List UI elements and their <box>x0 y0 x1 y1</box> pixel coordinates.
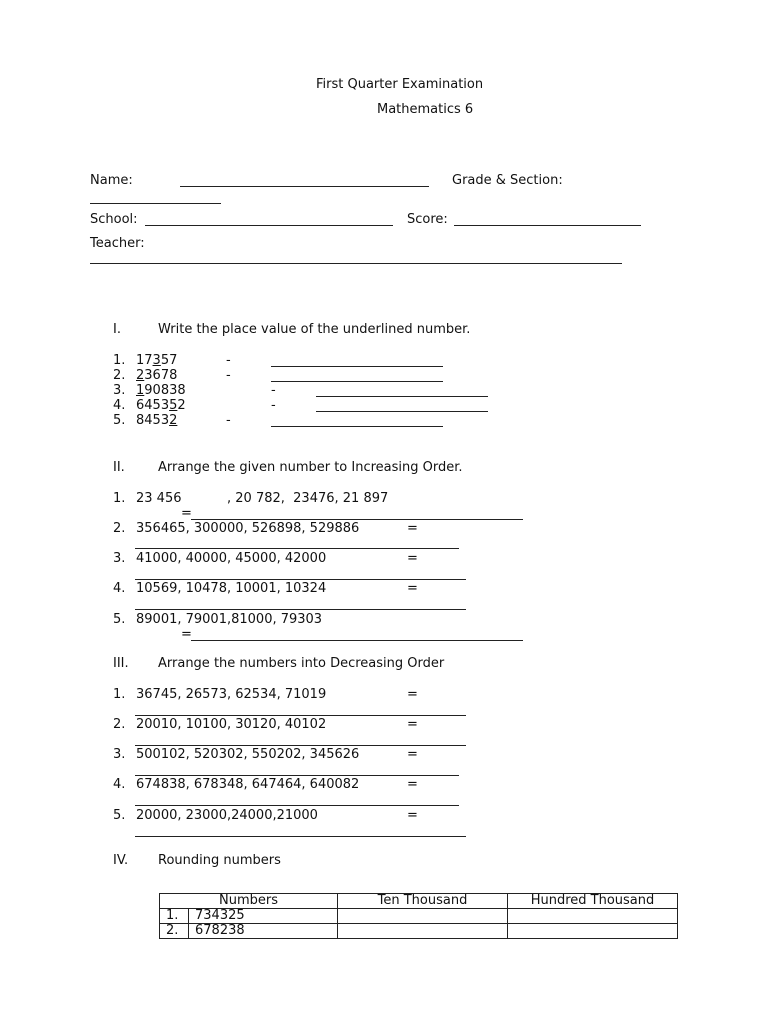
part1-instruction: Write the place value of the underlined number. <box>158 322 471 337</box>
equals-sign: = <box>407 687 418 702</box>
item-number-text <box>136 353 177 368</box>
hundred-thousand-answer-cell[interactable] <box>508 909 678 924</box>
part2-instruction: Arrange the given number to Increasing Order. <box>158 460 463 475</box>
item-number: 4. <box>113 398 126 413</box>
ten-thousand-answer-cell[interactable] <box>338 924 508 939</box>
table-row <box>160 924 678 939</box>
equals-sign: = <box>407 551 418 566</box>
digit-post: 3678 <box>144 368 178 383</box>
equals-sign: = <box>407 717 418 732</box>
school-label: School: <box>90 212 138 227</box>
item-dash: - <box>226 368 231 383</box>
number-set: 10569, 10478, 10001, 10324 <box>136 581 327 596</box>
answer-line[interactable] <box>135 548 459 549</box>
answer-line[interactable] <box>271 366 443 367</box>
answer-line[interactable] <box>135 805 459 806</box>
item-number: 3. <box>113 551 126 566</box>
part1-numeral: I. <box>113 322 121 337</box>
digit-post: 2 <box>177 398 186 413</box>
number-set: 41000, 40000, 45000, 42000 <box>136 551 327 566</box>
item-number: 1. <box>113 687 126 702</box>
underlined-digit: 2 <box>169 413 178 428</box>
answer-line[interactable] <box>135 579 466 580</box>
item-number: 2. <box>113 717 126 732</box>
row-number: 2. <box>160 924 189 939</box>
item-number: 2. <box>113 521 126 536</box>
item-number: 2. <box>113 368 126 383</box>
equals-sign: = <box>181 506 192 521</box>
subject-title: Mathematics 6 <box>377 102 474 117</box>
item-dash: - <box>226 413 231 428</box>
answer-line[interactable] <box>191 640 523 641</box>
row-value: 734325 <box>189 909 338 924</box>
underlined-digit: 5 <box>169 398 178 413</box>
part4-numeral: IV. <box>113 853 129 868</box>
row-number: 1. <box>160 909 189 924</box>
table-row <box>160 909 678 924</box>
item-number: 4. <box>113 581 126 596</box>
equals-sign: = <box>407 521 418 536</box>
name-label: Name: <box>90 173 133 188</box>
answer-line[interactable] <box>135 715 466 716</box>
underlined-digit: 2 <box>136 368 145 383</box>
score-answer-line[interactable] <box>454 225 641 226</box>
underlined-digit: 1 <box>136 383 145 398</box>
col-header-numbers: Numbers <box>160 894 338 909</box>
answer-line[interactable] <box>316 411 488 412</box>
answer-line[interactable] <box>191 519 523 520</box>
item-number: 5. <box>113 612 126 627</box>
part2-numeral: II. <box>113 460 125 475</box>
item-number: 1. <box>113 491 126 506</box>
item-number-text <box>136 413 177 428</box>
answer-line[interactable] <box>135 836 466 837</box>
answer-line[interactable] <box>135 609 466 610</box>
number-set: 20000, 23000,24000,21000 <box>136 808 318 823</box>
grade-section-label: Grade & Section: <box>452 173 563 188</box>
col-header-ten-thousand: Ten Thousand <box>338 894 508 909</box>
number-set: 500102, 520302, 550202, 345626 <box>136 747 360 762</box>
item-dash: - <box>271 398 276 413</box>
answer-line[interactable] <box>135 775 459 776</box>
name-answer-line[interactable] <box>180 186 429 187</box>
digit-pre: 17 <box>136 353 153 368</box>
item-number-text <box>136 398 186 413</box>
item-number: 5. <box>113 808 126 823</box>
number-set-first: 23 456 <box>136 491 182 506</box>
item-number: 1. <box>113 353 126 368</box>
table-header-row <box>160 894 678 909</box>
equals-sign: = <box>407 777 418 792</box>
digit-post: 57 <box>160 353 178 368</box>
exam-title: First Quarter Examination <box>316 77 484 92</box>
answer-line[interactable] <box>271 381 443 382</box>
col-header-hundred-thousand: Hundred Thousand <box>508 894 678 909</box>
number-set: 36745, 26573, 62534, 71019 <box>136 687 327 702</box>
part3-instruction: Arrange the numbers into Decreasing Order <box>158 656 445 671</box>
item-dash: - <box>226 353 231 368</box>
number-set: 356465, 300000, 526898, 529886 <box>136 521 360 536</box>
answer-line[interactable] <box>135 745 466 746</box>
item-number: 5. <box>113 413 126 428</box>
teacher-label: Teacher: <box>90 236 145 251</box>
ten-thousand-answer-cell[interactable] <box>338 909 508 924</box>
item-number-text <box>136 383 186 398</box>
underlined-digit: 3 <box>152 353 161 368</box>
row-value: 678238 <box>189 924 338 939</box>
equals-sign: = <box>407 747 418 762</box>
number-set-rest: , 20 782, 23476, 21 897 <box>227 491 389 506</box>
answer-line[interactable] <box>271 426 443 427</box>
answer-line[interactable] <box>316 396 488 397</box>
part3-numeral: III. <box>113 656 129 671</box>
digit-pre: 8453 <box>136 413 170 428</box>
number-set: 674838, 678348, 647464, 640082 <box>136 777 360 792</box>
digit-post: 90838 <box>144 383 186 398</box>
rounding-table <box>159 893 678 939</box>
equals-sign: = <box>407 808 418 823</box>
item-number: 3. <box>113 383 126 398</box>
number-set: 89001, 79001,81000, 79303 <box>136 612 323 627</box>
item-dash: - <box>271 383 276 398</box>
item-number-text <box>136 368 177 383</box>
grade-section-answer-line[interactable] <box>90 203 221 204</box>
item-number: 4. <box>113 777 126 792</box>
teacher-answer-line[interactable] <box>90 263 622 264</box>
school-answer-line[interactable] <box>145 225 393 226</box>
item-number: 3. <box>113 747 126 762</box>
equals-sign: = <box>407 581 418 596</box>
part4-instruction: Rounding numbers <box>158 853 281 868</box>
number-set: 20010, 10100, 30120, 40102 <box>136 717 327 732</box>
score-label: Score: <box>407 212 448 227</box>
hundred-thousand-answer-cell[interactable] <box>508 924 678 939</box>
digit-pre: 6453 <box>136 398 170 413</box>
equals-sign: = <box>181 627 192 642</box>
